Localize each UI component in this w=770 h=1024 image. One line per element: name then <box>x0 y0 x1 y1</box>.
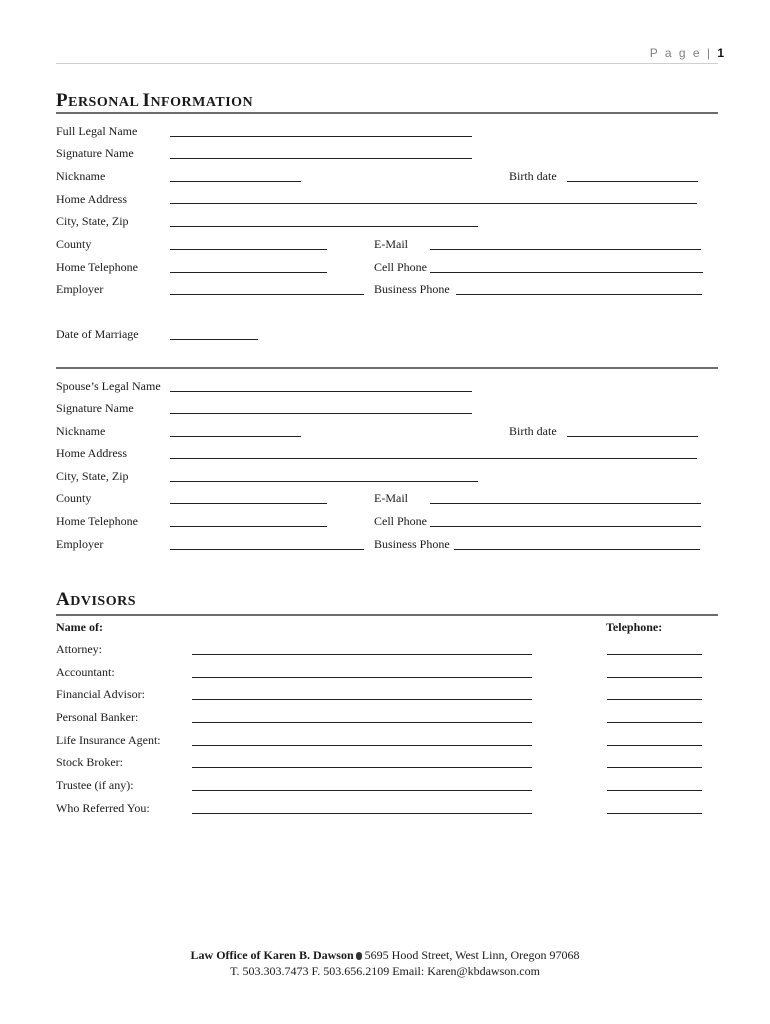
cell-phone-label: Cell Phone <box>374 260 427 274</box>
telephone-header: Telephone: <box>606 620 663 634</box>
advisor-phone-field-attorney[interactable] <box>607 654 702 655</box>
business-phone-label: Business Phone <box>374 282 450 296</box>
spouse-email-field[interactable] <box>430 503 701 504</box>
advisor-name-field-who-referred-you[interactable] <box>192 813 532 814</box>
advisors-rule <box>56 614 718 616</box>
spouse-birth-date-label: Birth date <box>509 424 557 438</box>
spouse-birth-date-field[interactable] <box>567 436 698 437</box>
spouse-business-phone-label: Business Phone <box>374 537 450 551</box>
advisor-phone-field-life-insurance-agent[interactable] <box>607 745 702 746</box>
spouse-home-address-field[interactable] <box>170 458 697 459</box>
advisor-phone-field-financial-advisor[interactable] <box>607 699 702 700</box>
spouse-employer-label: Employer <box>56 537 104 551</box>
spouse-home-telephone-field[interactable] <box>170 526 327 527</box>
birth-date-field[interactable] <box>567 181 698 182</box>
signature-name-label: Signature Name <box>56 146 134 160</box>
separator-dot-icon <box>356 952 362 960</box>
advisor-phone-field-personal-banker[interactable] <box>607 722 702 723</box>
cell-phone-field[interactable] <box>430 272 703 273</box>
spouse-nickname-label: Nickname <box>56 424 106 438</box>
advisor-name-field-accountant[interactable] <box>192 677 532 678</box>
business-phone-field[interactable] <box>456 294 702 295</box>
advisor-label-stock-broker: Stock Broker: <box>56 755 123 769</box>
spouse-signature-name-field[interactable] <box>170 413 472 414</box>
advisor-name-field-life-insurance-agent[interactable] <box>192 745 532 746</box>
full-legal-name-field[interactable] <box>170 136 472 137</box>
advisor-phone-field-who-referred-you[interactable] <box>607 813 702 814</box>
date-of-marriage-field[interactable] <box>170 339 258 340</box>
spouse-legal-name-field[interactable] <box>170 391 472 392</box>
footer-address: 5695 Hood Street, West Linn, Oregon 97068 <box>364 948 580 962</box>
date-of-marriage-label: Date of Marriage <box>56 327 139 341</box>
home-address-field[interactable] <box>170 203 697 204</box>
section-rule <box>56 112 718 114</box>
spouse-home-telephone-label: Home Telephone <box>56 514 138 528</box>
spouse-divider <box>56 367 718 369</box>
spouse-city-state-zip-field[interactable] <box>170 481 478 482</box>
advisors-title: ADVISORS <box>56 589 136 610</box>
name-of-header: Name of: <box>56 620 103 634</box>
spouse-nickname-field[interactable] <box>170 436 301 437</box>
county-label: County <box>56 237 92 251</box>
advisor-label-life-insurance-agent: Life Insurance Agent: <box>56 733 161 747</box>
spouse-home-address-label: Home Address <box>56 446 127 460</box>
advisor-name-field-attorney[interactable] <box>192 654 532 655</box>
birth-date-label: Birth date <box>509 169 557 183</box>
nickname-field[interactable] <box>170 181 301 182</box>
spouse-city-state-zip-label: City, State, Zip <box>56 469 129 483</box>
advisor-label-personal-banker: Personal Banker: <box>56 710 139 724</box>
advisor-label-trustee: Trustee (if any): <box>56 778 134 792</box>
spouse-business-phone-field[interactable] <box>454 549 700 550</box>
advisor-name-field-personal-banker[interactable] <box>192 722 532 723</box>
advisor-label-attorney: Attorney: <box>56 642 102 656</box>
county-field[interactable] <box>170 249 327 250</box>
spouse-county-field[interactable] <box>170 503 327 504</box>
advisor-phone-field-accountant[interactable] <box>607 677 702 678</box>
advisor-phone-field-trustee[interactable] <box>607 790 702 791</box>
signature-name-field[interactable] <box>170 158 472 159</box>
home-address-label: Home Address <box>56 192 127 206</box>
advisor-label-accountant: Accountant: <box>56 665 115 679</box>
email-field[interactable] <box>430 249 701 250</box>
advisor-label-who-referred-you: Who Referred You: <box>56 801 150 815</box>
page-number <box>650 46 724 60</box>
employer-field[interactable] <box>170 294 364 295</box>
full-legal-name-label: Full Legal Name <box>56 124 138 138</box>
footer-contact-line: T. 503.303.7473 F. 503.656.2109 Email: Karen@kbdawson.com <box>230 964 540 978</box>
spouse-email-label: E-Mail <box>374 491 408 505</box>
home-telephone-field[interactable] <box>170 272 327 273</box>
spouse-county-label: County <box>56 491 92 505</box>
spouse-legal-name-label: Spouse’s Legal Name <box>56 379 161 393</box>
home-telephone-label: Home Telephone <box>56 260 138 274</box>
advisor-name-field-stock-broker[interactable] <box>192 767 532 768</box>
personal-information-title: PERSONAL INFORMATION <box>56 90 254 111</box>
advisor-name-field-trustee[interactable] <box>192 790 532 791</box>
advisor-name-field-financial-advisor[interactable] <box>192 699 532 700</box>
footer-office-name: Law Office of Karen B. Dawson <box>190 948 354 962</box>
nickname-label: Nickname <box>56 169 106 183</box>
page-label: P a g e | <box>649 46 712 60</box>
page-number-value: 1 <box>717 46 724 60</box>
email-label: E-Mail <box>374 237 408 251</box>
advisor-phone-field-stock-broker[interactable] <box>607 767 702 768</box>
header-divider <box>56 63 718 64</box>
city-state-zip-field[interactable] <box>170 226 478 227</box>
footer-office-line <box>0 948 770 963</box>
spouse-signature-name-label: Signature Name <box>56 401 134 415</box>
advisor-label-financial-advisor: Financial Advisor: <box>56 687 145 701</box>
spouse-cell-phone-field[interactable] <box>430 526 701 527</box>
spouse-employer-field[interactable] <box>170 549 364 550</box>
employer-label: Employer <box>56 282 104 296</box>
spouse-cell-phone-label: Cell Phone <box>374 514 427 528</box>
city-state-zip-label: City, State, Zip <box>56 214 129 228</box>
